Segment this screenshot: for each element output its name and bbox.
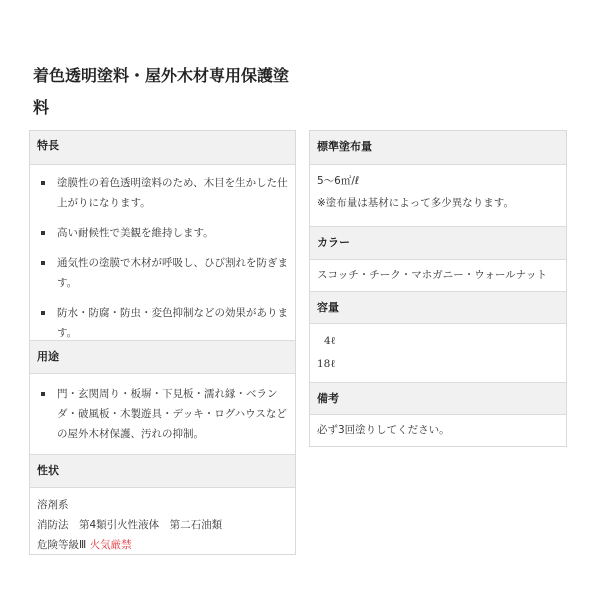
usage-heading: 用途 <box>30 341 295 374</box>
properties-hazard <box>37 535 288 555</box>
capacity-value-large: 18ℓ <box>317 358 336 370</box>
features-heading: 特長 <box>30 131 295 165</box>
hazard-level: 危険等級Ⅲ <box>37 539 87 551</box>
usage-body <box>30 374 295 455</box>
usage-list <box>37 384 288 444</box>
feature-item: 高い耐候性で美観を維持します。 <box>37 223 288 243</box>
bullet-icon <box>41 181 45 185</box>
properties-solvent: 溶剤系 <box>37 499 69 511</box>
coverage-note: ※塗布量は基材によって多少異なります。 <box>317 197 514 209</box>
coverage-heading: 標準塗布量 <box>310 131 566 165</box>
feature-item: 塗膜性の着色透明塗料のため、木目を生かした仕上がりになります。 <box>37 173 288 213</box>
page-title: 着色透明塗料・屋外木材専用保護塗料 <box>33 66 290 117</box>
fire-warning: 火気厳禁 <box>89 539 132 551</box>
feature-item: 通気性の塗膜で木材が呼吸し、ひび割れを防ぎます。 <box>37 253 288 293</box>
product-info-right-panel <box>309 130 567 447</box>
remarks-value: 必ず3回塗りしてください。 <box>317 424 450 436</box>
bullet-icon <box>41 392 45 396</box>
capacity-body <box>310 324 566 383</box>
bullet-icon <box>41 311 45 315</box>
features-list <box>37 173 288 343</box>
capacity-heading: 容量 <box>310 292 566 324</box>
usage-item: 門・玄関周り・板塀・下見板・濡れ縁・ベランダ・破風板・木製遊具・デッキ・ログハウスなどの屋外木材保護、汚れの抑制。 <box>37 384 288 444</box>
colors-body <box>310 260 566 292</box>
coverage-value: 5〜6㎡/ℓ <box>317 175 360 187</box>
remarks-body <box>310 415 566 447</box>
properties-fire-law: 消防法 第4類引火性液体 第二石油類 <box>37 519 223 531</box>
properties-body <box>30 488 295 555</box>
product-info-left-panel <box>29 130 296 555</box>
features-body <box>30 165 295 341</box>
bullet-icon <box>41 261 45 265</box>
capacity-value-small: 4ℓ <box>324 335 336 347</box>
properties-heading: 性状 <box>30 455 295 488</box>
feature-item: 防水・防腐・防虫・変色抑制などの効果があります。 <box>37 303 288 343</box>
remarks-heading: 備考 <box>310 383 566 415</box>
colors-value: スコッチ・チーク・マホガニー・ウォールナット <box>317 269 547 281</box>
bullet-icon <box>41 231 45 235</box>
colors-heading: カラー <box>310 227 566 260</box>
coverage-body <box>310 165 566 227</box>
